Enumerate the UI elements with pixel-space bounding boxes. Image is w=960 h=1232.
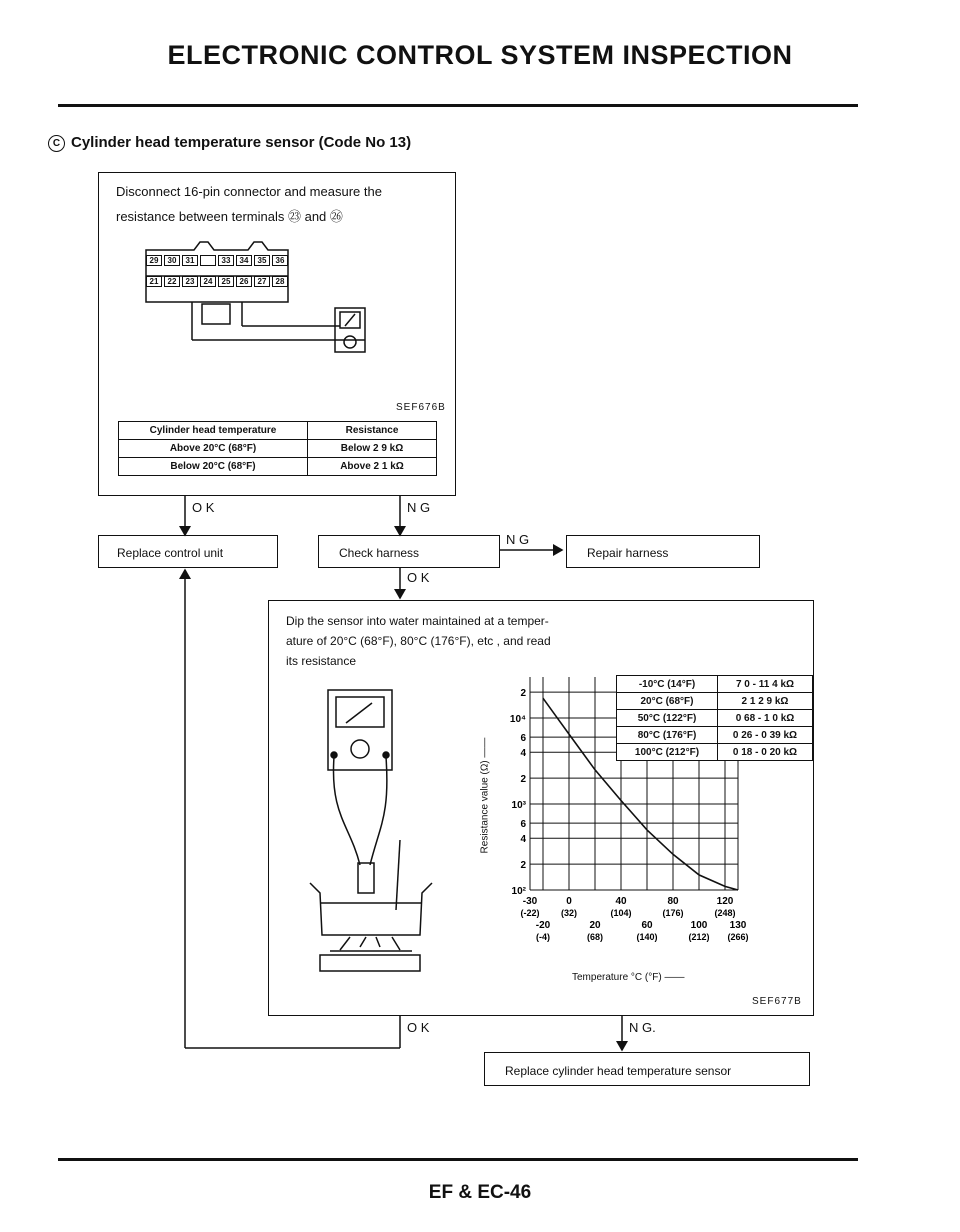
ng-label-2: N G — [506, 532, 530, 547]
section-marker: C — [48, 135, 65, 152]
meter-bath-illustration — [300, 685, 450, 975]
y-tick-label: 10⁴ — [509, 714, 526, 726]
x-tick-label: (176) — [662, 908, 684, 918]
ok-label-3: O K — [407, 1020, 430, 1035]
table-row — [617, 693, 813, 710]
pin-label: 21 — [146, 276, 162, 287]
figure-code-step1: SEF676B — [396, 402, 446, 413]
x-tick-label: 100 — [690, 920, 708, 931]
pin-label: 31 — [182, 255, 198, 266]
y-tick-label: 2 — [520, 860, 526, 872]
pin-label: 30 — [164, 255, 180, 266]
check-harness-text: Check harness — [339, 546, 420, 560]
step2-line2: ature of 20°C (68°F), 80°C (176°F), etc , and read — [286, 634, 551, 648]
x-tick-label: (248) — [714, 908, 736, 918]
section-title: Cylinder head temperature sensor (Code No 13) — [71, 134, 412, 151]
table-cell: 0 26 - 0 39 kΩ — [718, 727, 813, 744]
x-tick-label: (-22) — [520, 908, 540, 918]
replace-control-unit-box — [98, 535, 278, 568]
y-tick-label: 10² — [511, 886, 526, 897]
x-tick-label: 130 — [729, 920, 747, 931]
table-row — [617, 727, 813, 744]
ng-label-1: N G — [407, 500, 431, 515]
table-header: Cylinder head temperature — [119, 422, 308, 440]
y-tick-label: 4 — [520, 748, 526, 760]
figure-code-step2: SEF677B — [752, 996, 802, 1007]
x-tick-label: (104) — [610, 908, 632, 918]
y-axis-label: Resistance value (Ω) —— — [479, 737, 491, 854]
x-tick-label: -20 — [535, 920, 551, 931]
table-cell: -10°C (14°F) — [617, 676, 718, 693]
pin-label: 22 — [164, 276, 180, 287]
pin-label: 24 — [200, 276, 216, 287]
x-tick-label: 60 — [641, 920, 653, 931]
table-cell: 80°C (176°F) — [617, 727, 718, 744]
y-tick-label: 2 — [520, 774, 526, 786]
pin-label: 34 — [236, 255, 252, 266]
x-tick-label: (32) — [560, 908, 578, 918]
x-tick-label: 80 — [667, 896, 679, 907]
x-tick-label: (266) — [727, 932, 749, 942]
table-cell: Below 2 9 kΩ — [308, 440, 437, 458]
chart-resistance-table — [616, 675, 813, 761]
ng-label-3: N G. — [629, 1020, 656, 1035]
table-row — [617, 710, 813, 727]
pin-label: 28 — [272, 276, 288, 287]
ok-label-2: O K — [407, 570, 430, 585]
table-cell: 7 0 - 11 4 kΩ — [718, 676, 813, 693]
pin-label: 29 — [146, 255, 162, 266]
pin-label: 35 — [254, 255, 270, 266]
x-tick-label: (212) — [688, 932, 710, 942]
pin-label: 26 — [236, 276, 252, 287]
x-tick-label: (68) — [586, 932, 604, 942]
replace-sensor-text: Replace cylinder head temperature sensor — [505, 1064, 732, 1078]
x-tick-label: (-4) — [536, 932, 550, 942]
table-header: Resistance — [308, 422, 437, 440]
table-cell: 0 18 - 0 20 kΩ — [718, 744, 813, 761]
step1-instruction-line2: resistance between terminals ㉓ and ㉖ — [116, 209, 343, 224]
table-cell: 20°C (68°F) — [617, 693, 718, 710]
x-tick-label: 40 — [615, 896, 627, 907]
pin-label: 36 — [272, 255, 288, 266]
pin-label: 27 — [254, 276, 270, 287]
step2-line1: Dip the sensor into water maintained at a temper- — [286, 614, 549, 628]
step2-line3: its resistance — [286, 654, 357, 668]
y-tick-label: 4 — [520, 834, 526, 846]
y-tick-label: 6 — [520, 733, 526, 745]
table-cell: Above 20°C (68°F) — [119, 440, 308, 458]
table-row — [617, 676, 813, 693]
repair-harness-box — [566, 535, 760, 568]
table-cell: 0 68 - 1 0 kΩ — [718, 710, 813, 727]
table-cell: Below 20°C (68°F) — [119, 458, 308, 476]
x-tick-label: -30 — [522, 896, 538, 907]
page-title: ELECTRONIC CONTROL SYSTEM INSPECTION — [167, 40, 793, 70]
replace-control-unit-text: Replace control unit — [117, 546, 224, 560]
ok-label-1: O K — [192, 500, 215, 515]
table-cell: 100°C (212°F) — [617, 744, 718, 761]
x-axis-label: Temperature °C (°F) —— — [572, 972, 685, 983]
pin-label: 25 — [218, 276, 234, 287]
replace-sensor-box — [484, 1052, 810, 1086]
table-cell: 2 1 2 9 kΩ — [718, 693, 813, 710]
x-tick-label: 120 — [716, 896, 734, 907]
pin-label: 33 — [218, 255, 234, 266]
page-number: EF & EC-46 — [428, 1182, 532, 1203]
y-tick-label: 2 — [520, 688, 526, 700]
y-tick-label: 10³ — [511, 800, 526, 812]
y-tick-label: 6 — [520, 819, 526, 831]
table-cell: Above 2 1 kΩ — [308, 458, 437, 476]
x-tick-label: 0 — [566, 896, 572, 907]
step1-instruction-line1: Disconnect 16-pin connector and measure the — [116, 184, 382, 199]
table-cell: 50°C (122°F) — [617, 710, 718, 727]
x-tick-label: 20 — [589, 920, 601, 931]
repair-harness-text: Repair harness — [587, 546, 669, 560]
x-tick-label: (140) — [636, 932, 658, 942]
table-row — [617, 744, 813, 761]
check-harness-box — [318, 535, 500, 568]
pin-label: 23 — [182, 276, 198, 287]
bottom-divider — [58, 1158, 858, 1161]
